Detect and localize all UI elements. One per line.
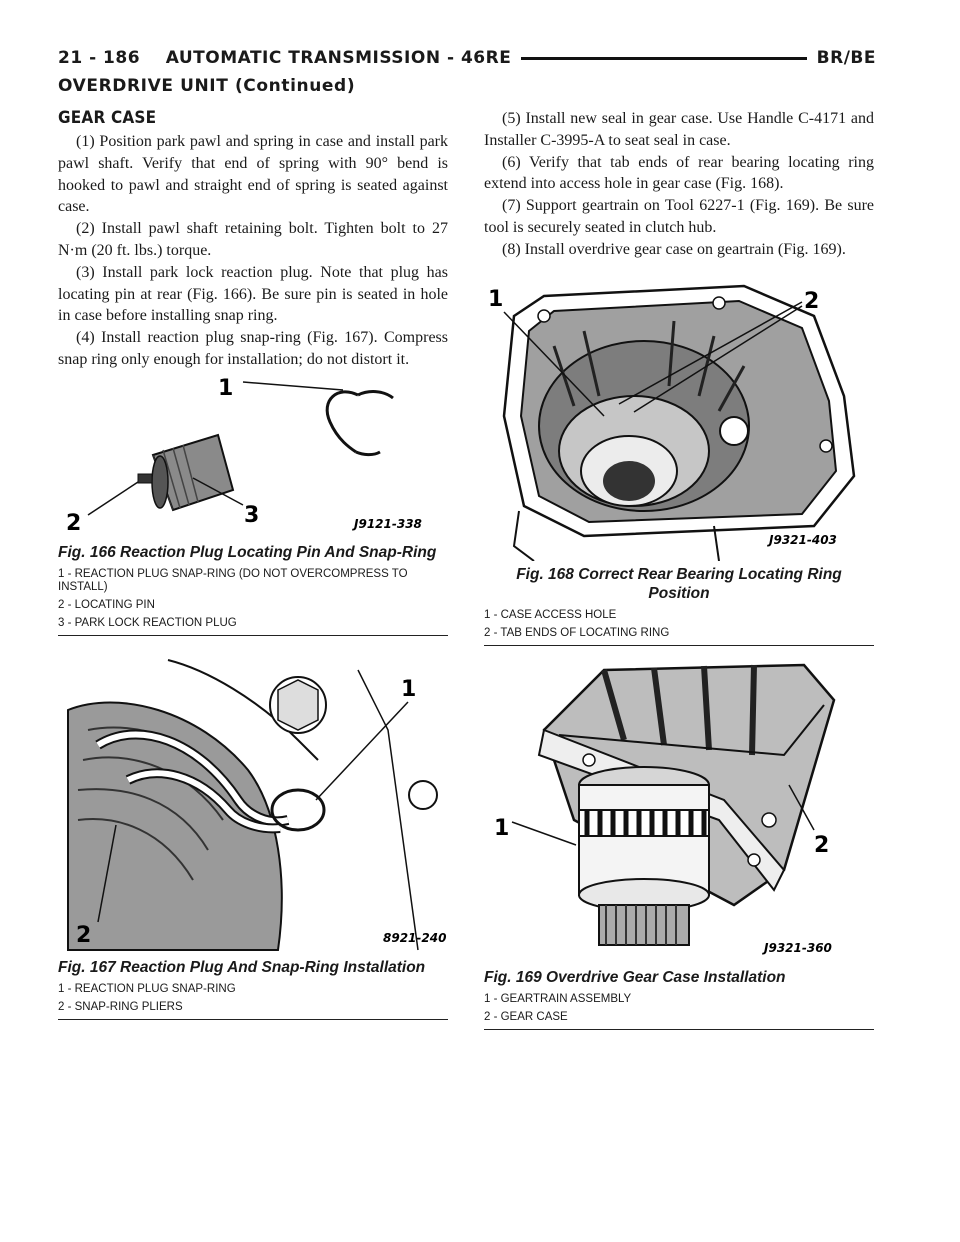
header-model-code: BR/BE: [816, 48, 876, 68]
section-title: GEAR CASE: [58, 108, 157, 128]
page-header: [58, 44, 876, 72]
legend-item: 1 - REACTION PLUG SNAP-RING (DO NOT OVERCOMPRESS TO INSTALL): [58, 568, 408, 593]
figure-code: J9321-360: [764, 941, 832, 955]
continued-heading: OVERDRIVE UNIT (Continued): [58, 76, 356, 96]
legend-item: 1 - GEARTRAIN ASSEMBLY: [484, 993, 632, 1005]
callout-1: 1: [494, 816, 510, 841]
step-paragraph: (8) Install overdrive gear case on geartrain (Fig. 169).: [502, 240, 846, 258]
figure-caption: Fig. 167 Reaction Plug And Snap-Ring Installation: [58, 959, 426, 976]
left-column: [58, 108, 448, 371]
figure-caption: [484, 565, 874, 603]
step-paragraph: (1) Position park pawl and spring in case and install park pawl shaft. Verify that end of spring with 90° bend is hooked to pawl and straight end of spring is seated against case.: [58, 133, 448, 216]
figure-code: J9321-403: [769, 533, 837, 547]
step-paragraph: (7) Support geartrain on Tool 6227-1 (Fig. 169). Be sure tool is securely seated in clutch hub.: [484, 197, 874, 236]
snap-ring-installation-illustration: [58, 650, 448, 955]
step-paragraph: (6) Verify that tab ends of rear bearing locating ring extend into access hole in gear case (Fig. 168).: [484, 153, 874, 193]
figure-caption-line: Position: [648, 585, 710, 602]
legend-item: 2 - GEAR CASE: [484, 1011, 568, 1023]
figure-caption-line: Fig. 168 Correct Rear Bearing Locating Ring: [516, 566, 842, 583]
figure-divider: [484, 1029, 874, 1030]
gear-case-installation-illustration: [484, 660, 874, 965]
legend-item: 2 - TAB ENDS OF LOCATING RING: [484, 627, 670, 639]
figure-code: 8921-240: [383, 931, 447, 945]
callout-2: 2: [66, 511, 82, 536]
step-paragraph: (2) Install pawl shaft retaining bolt. Tighten bolt to 27 N·m (20 ft. lbs.) torque.: [58, 220, 448, 259]
legend-item: 1 - CASE ACCESS HOLE: [484, 609, 617, 621]
callout-2: 2: [814, 833, 830, 858]
figure-169: [484, 660, 874, 1030]
figure-divider: [58, 1019, 448, 1020]
locating-ring-illustration: [484, 276, 874, 561]
header-rule: [521, 57, 806, 60]
legend-item: 2 - SNAP-RING PLIERS: [58, 1001, 183, 1013]
reaction-plug-illustration: [58, 360, 448, 540]
step-paragraph: (4) Install reaction plug snap-ring (Fig. 167). Compress snap ring only enough for installation; do not distort it.: [58, 329, 448, 368]
figure-166: [58, 360, 448, 636]
step-paragraph: (5) Install new seal in gear case. Use Handle C-4171 and Installer C-3995-A to seat seal in case.: [484, 110, 874, 149]
callout-1: 1: [401, 677, 417, 702]
callout-1: 1: [488, 287, 504, 312]
callout-2: 2: [76, 923, 92, 948]
figure-caption: Fig. 166 Reaction Plug Locating Pin And Snap-Ring: [58, 544, 437, 561]
callout-3: 3: [244, 503, 260, 528]
callout-2: 2: [804, 289, 820, 314]
callout-1: 1: [218, 376, 234, 401]
figure-167: [58, 650, 448, 1020]
figure-divider: [484, 645, 874, 646]
header-section-title: 21 - 186 AUTOMATIC TRANSMISSION - 46RE: [58, 48, 512, 68]
legend-item: 3 - PARK LOCK REACTION PLUG: [58, 617, 237, 629]
figure-168: [484, 276, 874, 646]
step-paragraph: (3) Install park lock reaction plug. Note that plug has locating pin at rear (Fig. 166). Be sure pin is seated in hole in case before installing snap ring.: [58, 263, 448, 325]
figure-code: J9121-338: [354, 517, 422, 531]
legend-item: 1 - REACTION PLUG SNAP-RING: [58, 983, 236, 995]
legend-item: 2 - LOCATING PIN: [58, 599, 155, 611]
right-column: [484, 108, 874, 261]
figure-caption: Fig. 169 Overdrive Gear Case Installation: [484, 969, 786, 986]
figure-divider: [58, 635, 448, 636]
